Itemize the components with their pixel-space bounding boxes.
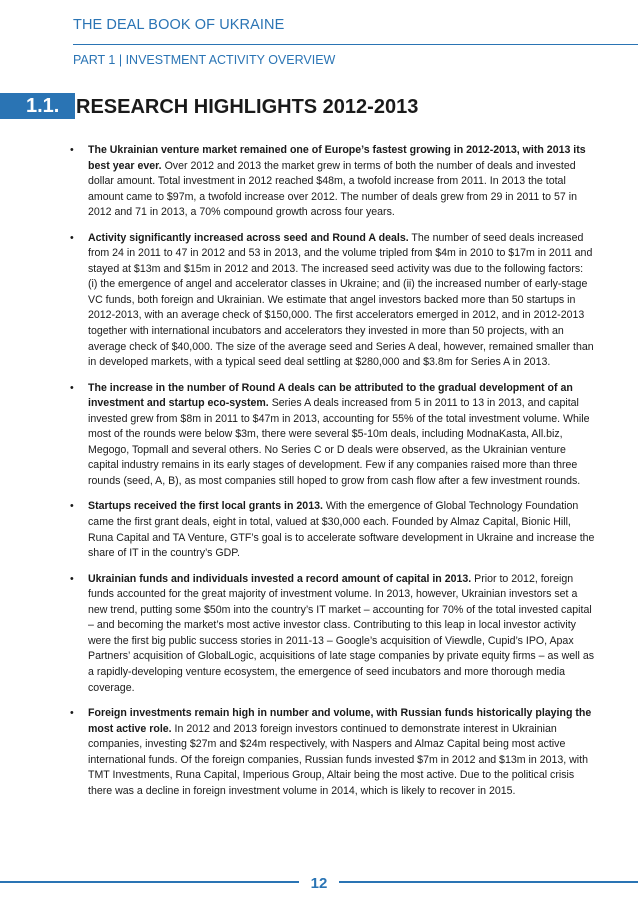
highlight-item (70, 572, 595, 696)
page-number: 12 (299, 872, 339, 896)
highlights-list (70, 143, 595, 809)
highlight-lead: Startups received the first local grants in 2013. (88, 500, 323, 513)
highlight-lead: Foreign investments remain high in number and volume, with Russian funds historically playing the most active role. (88, 707, 592, 735)
highlight-item (70, 499, 595, 561)
bullet-icon: • (70, 144, 74, 156)
book-title: THE DEAL BOOK OF UKRAINE (73, 17, 285, 33)
section-title: RESEARCH HIGHLIGHTS 2012-2013 (76, 96, 419, 118)
highlight-body: Over 2012 and 2013 the market grew in terms of both the number of deals and invested dollar amount. Total investment in 2012 reached $48m, a twofold increase from 2011. In 2013 the total amount came to $97m, a twofold increase over 2012. The number of deals grew from 29 in 2011 to 57 in 2012 and 71 in 2013, a 70% compound growth across four years. (88, 159, 577, 219)
highlight-body: In 2012 and 2013 foreign investors continued to demonstrate interest in Ukrainian companies, investing $27m and $24m respectively, with Naspers and Almaz Capital being most active international funds. Of the foreign companies, Russian funds invested $7m in 2012 and $13m in 2013, with TMT Investments, Runa Capital, Imperious Group, Altair being the most active. Due to the political crisis there was a decline in foreign investment volume in 2014, which is likely to recover in 2015. (88, 722, 588, 797)
highlight-body: The number of seed deals increased from 24 in 2011 to 47 in 2012 and 53 in 2013, and the volume tripled from $4m in 2010 to $17m in 2011 and stayed at $13m and $15m in 2012 and 2013. The increased seed activity was due to the following factors: (i) the emergence of angel and accelerator classes in Ukraine; and (ii) the increased number of early-stage VC funds, both foreign and Ukrainian. We estimate that angel investors backed more than 50 startups in 2012-2013, with an average check of $150,000. The first accelerators emerged in 2012, and in 2012-2013 together with international incubators and accelerators they invested in more than 50 projects, with an average check of $40,000. The size of the average seed and Series A deal, however, remained smaller than in developed markets, with a typical seed deal settling at $280,000 and $3.8m for Series A in 2013. (88, 231, 594, 369)
highlight-body: Prior to 2012, foreign funds accounted for the great majority of investment volume. In 2013, however, Ukrainian investors set a new trend, putting some $50m into the country’s IT market – accounting for 70% of the total invested capital – and becoming the market’s most active investor class. Contributing to this leap in local investor activity were the first big public success stories in 2011-13 – Google’s acquisition of Viewdle, Cupid’s IPO, Apax Partners’ acquisition of GlobalLogic, acquisitions of late stage companies by private equity firms – as well as a rapidly-developing venture ecosystem, the emergence of seed incubators and more thorough media coverage. (88, 572, 595, 694)
bullet-icon: • (70, 707, 74, 720)
highlight-lead: The Ukrainian venture market remained one of Europe’s fastest growing in 2012-2013, with 2013 its best year ever. (88, 144, 586, 172)
highlight-lead: Activity significantly increased across seed and Round A deals. (88, 231, 409, 244)
bullet-icon: • (70, 231, 74, 244)
highlight-lead: Ukrainian funds and individuals invested a record amount of capital in 2013. (88, 572, 472, 585)
highlight-lead: The increase in the number of Round A deals can be attributed to the gradual development of an investment and startup eco-system. (88, 381, 573, 410)
highlight-body: Series A deals increased from 5 in 2011 to 13 in 2013, and capital invested grew from $8m in 2011 to $47m in 2013, accounting for 55% of the total investment volume. While most of the rounds were below $3m, there were several $5-10m deals, including ModnaKasta, All.biz, Megogo, Topmall and several others. No Series C or D deals were observed, as the Ukrainian venture capital industry remains in its early stages of development. Few if any companies raised more than three rounds (seed, A, B), as most companies still hoped to grow from cash flow after a few investment rounds. (88, 397, 590, 487)
highlight-body: With the emergence of Global Technology Foundation came the first grant deals, eight in total, valued at $30,000 each. Founded by Almaz Capital, Bionic Hill, Runa Capital and TA Venture, GTF’s goal is to accelerate software development in Ukraine and increase the share of IT in the country’s GDP. (88, 500, 595, 560)
highlight-item (70, 381, 595, 490)
part-title: PART 1 | INVESTMENT ACTIVITY OVERVIEW (73, 53, 336, 67)
bullet-icon: • (70, 500, 74, 513)
bullet-icon: • (70, 572, 74, 585)
section-number: 1.1. (26, 95, 60, 117)
highlight-item (70, 143, 595, 221)
header-divider (73, 44, 638, 45)
highlight-item (70, 706, 595, 799)
highlight-item (70, 231, 595, 371)
bullet-icon: • (70, 381, 74, 394)
